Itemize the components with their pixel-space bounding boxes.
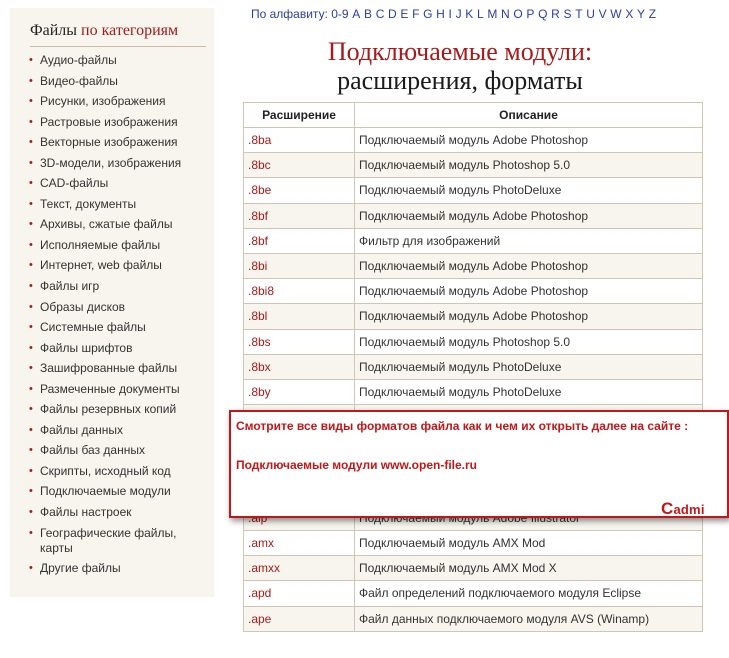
sidebar-category-label: Файлы баз данных	[40, 443, 145, 458]
sidebar-category-label: Аудио-файлы	[40, 53, 117, 67]
bullet-icon: •	[29, 403, 33, 416]
table-row	[244, 178, 703, 203]
sidebar-category-label: Интернет, web файлы	[40, 258, 162, 273]
table-row	[244, 279, 703, 304]
popup-link[interactable]: Подключаемые модули www.open-file.ru	[236, 458, 477, 472]
sidebar-category-item[interactable]	[28, 238, 208, 253]
alphabet-link[interactable]: N	[501, 7, 510, 21]
bullet-icon: •	[29, 177, 33, 190]
sidebar-category-item[interactable]	[28, 53, 208, 68]
extension-link[interactable]: .8ba	[244, 128, 355, 153]
column-header-description: Описание	[355, 103, 703, 128]
sidebar-category-item[interactable]	[28, 526, 208, 556]
bullet-icon: •	[29, 341, 33, 354]
sidebar-category-label: Размеченные документы	[40, 381, 180, 396]
sidebar-category-item[interactable]	[28, 484, 208, 499]
sidebar-category-label: Другие файлы	[40, 561, 121, 576]
table-row	[244, 304, 703, 329]
bullet-icon: •	[29, 238, 33, 251]
alphabet-label: По алфавиту:	[251, 7, 328, 21]
extension-description: Подключаемый модуль AMX Mod	[355, 531, 703, 556]
alphabet-link[interactable]: E	[400, 7, 409, 21]
alphabet-link[interactable]: 0-9	[331, 7, 349, 21]
extension-link[interactable]: .8bi8	[244, 279, 355, 304]
table-row	[244, 128, 703, 153]
sidebar-title	[30, 22, 178, 40]
alphabet-link[interactable]: Y	[637, 7, 646, 21]
popup-brand-initial: C	[661, 499, 674, 518]
bullet-icon: •	[29, 197, 33, 210]
table-row	[244, 153, 703, 178]
category-list	[28, 53, 208, 582]
extension-description: Подключаемый модуль Adobe Photoshop	[355, 279, 703, 304]
sidebar-category-label: Растровые изображения	[40, 114, 178, 129]
alphabet-link[interactable]: L	[476, 7, 484, 21]
sidebar-category-label: Архивы, сжатые файлы	[40, 217, 173, 232]
extension-description: Подключаемый модуль PhotoDeluxe	[355, 354, 703, 379]
alphabet-link[interactable]: A	[352, 7, 361, 21]
sidebar-category-item[interactable]	[28, 279, 208, 294]
sidebar-category-item[interactable]	[28, 443, 208, 458]
alphabet-link[interactable]: F	[412, 7, 420, 21]
extension-link[interactable]: .8bs	[244, 329, 355, 354]
sidebar-title-accent: по категориям	[81, 22, 179, 39]
table-header-row	[244, 103, 703, 128]
bullet-icon: •	[29, 280, 33, 293]
alphabet-link[interactable]: J	[455, 7, 462, 21]
category-sidebar	[10, 8, 214, 597]
bullet-icon: •	[29, 136, 33, 149]
sidebar-category-item[interactable]	[28, 341, 208, 356]
sidebar-title-main: Файлы	[30, 22, 78, 39]
bullet-icon: •	[29, 526, 33, 539]
bullet-icon: •	[29, 54, 33, 66]
extension-link[interactable]: .apd	[244, 581, 355, 606]
sidebar-category-item[interactable]	[28, 464, 208, 479]
bullet-icon: •	[29, 444, 33, 457]
extension-link[interactable]: .8bl	[244, 304, 355, 329]
alphabet-link[interactable]: Q	[538, 7, 548, 21]
promo-popup[interactable]	[229, 410, 729, 518]
alphabet-link[interactable]: P	[526, 7, 535, 21]
sidebar-category-label: Географические файлы, карты	[40, 525, 177, 555]
extension-description: Подключаемый модуль PhotoDeluxe	[355, 178, 703, 203]
popup-brand-rest: admi	[673, 502, 705, 517]
bullet-icon: •	[29, 115, 33, 128]
sidebar-category-label: Файлы данных	[40, 422, 124, 437]
sidebar-category-item[interactable]	[28, 561, 208, 576]
extension-link[interactable]: .8bc	[244, 153, 355, 178]
sidebar-category-item[interactable]	[28, 361, 208, 376]
popup-message: Смотрите все виды форматов файла как и чем их открыть далее на сайте :	[236, 419, 689, 433]
sidebar-category-label: Образы дисков	[40, 299, 126, 314]
bullet-icon: •	[29, 95, 33, 108]
table-row	[244, 203, 703, 228]
sidebar-category-label: Векторные изображения	[40, 135, 178, 150]
alphabet-link[interactable]: V	[598, 7, 607, 21]
sidebar-category-item[interactable]	[28, 402, 208, 417]
table-row	[244, 354, 703, 379]
alphabet-link[interactable]: C	[375, 7, 385, 21]
sidebar-category-item[interactable]	[28, 197, 208, 212]
alphabet-link[interactable]: G	[423, 7, 433, 21]
sidebar-category-item[interactable]	[28, 135, 208, 150]
extension-description: Подключаемый модуль Adobe Photoshop	[355, 304, 703, 329]
alphabet-link[interactable]: X	[625, 7, 634, 21]
alphabet-nav	[251, 7, 660, 21]
alphabet-link[interactable]: U	[586, 7, 595, 21]
bullet-icon: •	[29, 464, 33, 477]
sidebar-category-label: Файлы резервных копий	[40, 402, 177, 417]
alphabet-link[interactable]: D	[388, 7, 397, 21]
extension-description: Подключаемый модуль Adobe Photoshop	[355, 128, 703, 153]
sidebar-category-label: Текст, документы	[40, 196, 137, 211]
alphabet-link[interactable]: W	[610, 7, 622, 21]
sidebar-category-label: 3D-модели, изображения	[40, 155, 182, 170]
extension-description: Фильтр для изображений	[355, 228, 703, 253]
column-header-extension: Расширение	[244, 103, 355, 128]
extension-link[interactable]: .8bf	[244, 203, 355, 228]
sidebar-category-label: Системные файлы	[40, 320, 146, 335]
page-title: Подключаемые модули:	[327, 37, 593, 66]
sidebar-category-item[interactable]	[28, 382, 208, 397]
table-row	[244, 606, 703, 631]
sidebar-category-item[interactable]	[28, 320, 208, 335]
sidebar-category-item[interactable]	[28, 258, 208, 273]
extension-description: Подключаемый модуль Adobe Photoshop	[355, 203, 703, 228]
sidebar-category-label: Файлы игр	[40, 279, 100, 294]
alphabet-link[interactable]: R	[551, 7, 560, 21]
bullet-icon: •	[29, 218, 33, 231]
sidebar-category-label: Исполняемые файлы	[40, 237, 161, 252]
extensions-table	[243, 102, 703, 632]
sidebar-category-item[interactable]	[28, 156, 208, 171]
extension-description: Файл определений подключаемого модуля Eclipse	[355, 581, 703, 606]
extension-description: Подключаемый модуль Photoshop 5.0	[355, 153, 703, 178]
bullet-icon: •	[29, 321, 33, 334]
bullet-icon: •	[29, 562, 33, 575]
alphabet-link[interactable]: S	[563, 7, 572, 21]
bullet-icon: •	[29, 423, 33, 436]
extension-description: Подключаемый модуль Adobe Photoshop	[355, 253, 703, 278]
extension-description: Подключаемый модуль AMX Mod X	[355, 556, 703, 581]
extension-link[interactable]: .8be	[244, 178, 355, 203]
sidebar-category-label: Видео-файлы	[40, 73, 118, 88]
sidebar-category-item[interactable]	[28, 217, 208, 232]
sidebar-category-item[interactable]	[28, 423, 208, 438]
sidebar-category-label: Подключаемые модули	[40, 484, 171, 499]
sidebar-category-label: Файлы настроек	[40, 505, 132, 520]
bullet-icon: •	[29, 506, 33, 519]
sidebar-category-label: Файлы шрифтов	[40, 340, 133, 355]
bullet-icon: •	[29, 300, 33, 313]
extension-link[interactable]: .amx	[244, 531, 355, 556]
alphabet-link[interactable]: Z	[648, 7, 657, 21]
alphabet-link[interactable]: B	[363, 7, 372, 21]
sidebar-category-item[interactable]	[28, 176, 208, 191]
table-row	[244, 379, 703, 404]
bullet-icon: •	[29, 382, 33, 395]
sidebar-title-divider	[30, 46, 206, 47]
sidebar-category-label: Зашифрованные файлы	[40, 361, 178, 376]
page-subtitle: расширения, форматы	[337, 66, 583, 95]
sidebar-category-item[interactable]	[28, 505, 208, 520]
extension-link[interactable]: .ape	[244, 606, 355, 631]
sidebar-category-label: Скрипты, исходный код	[40, 463, 171, 478]
extension-description: Файл данных подключаемого модуля AVS (Winamp)	[355, 606, 703, 631]
sidebar-category-item[interactable]	[28, 300, 208, 315]
extension-link[interactable]: .8by	[244, 379, 355, 404]
table-row	[244, 531, 703, 556]
bullet-icon: •	[29, 74, 33, 87]
sidebar-category-label: Рисунки, изображения	[40, 94, 166, 109]
table-row	[244, 556, 703, 581]
sidebar-category-label: CAD-файлы	[40, 176, 109, 191]
table-row	[244, 581, 703, 606]
alphabet-link[interactable]: K	[465, 7, 474, 21]
table-row	[244, 253, 703, 278]
alphabet-link[interactable]: O	[513, 7, 523, 21]
alphabet-link[interactable]: H	[436, 7, 445, 21]
sidebar-category-item[interactable]	[28, 94, 208, 109]
table-body	[244, 128, 703, 632]
sidebar-category-item[interactable]	[28, 74, 208, 89]
bullet-icon: •	[29, 156, 33, 169]
sidebar-category-item[interactable]	[28, 115, 208, 130]
bullet-icon: •	[29, 259, 33, 272]
extension-description: Подключаемый модуль Photoshop 5.0	[355, 329, 703, 354]
bullet-icon: •	[29, 362, 33, 375]
alphabet-link[interactable]: I	[448, 7, 452, 21]
popup-brand	[661, 499, 705, 519]
extension-link[interactable]: .8bi	[244, 253, 355, 278]
extension-link[interactable]: .8bx	[244, 354, 355, 379]
alphabet-link[interactable]: T	[575, 7, 583, 21]
extension-description: Подключаемый модуль PhotoDeluxe	[355, 379, 703, 404]
extension-link[interactable]: .amxx	[244, 556, 355, 581]
extension-link[interactable]: .8bf	[244, 228, 355, 253]
alphabet-link[interactable]: M	[487, 7, 498, 21]
bullet-icon: •	[29, 485, 33, 498]
table-row	[244, 329, 703, 354]
table-row	[244, 228, 703, 253]
